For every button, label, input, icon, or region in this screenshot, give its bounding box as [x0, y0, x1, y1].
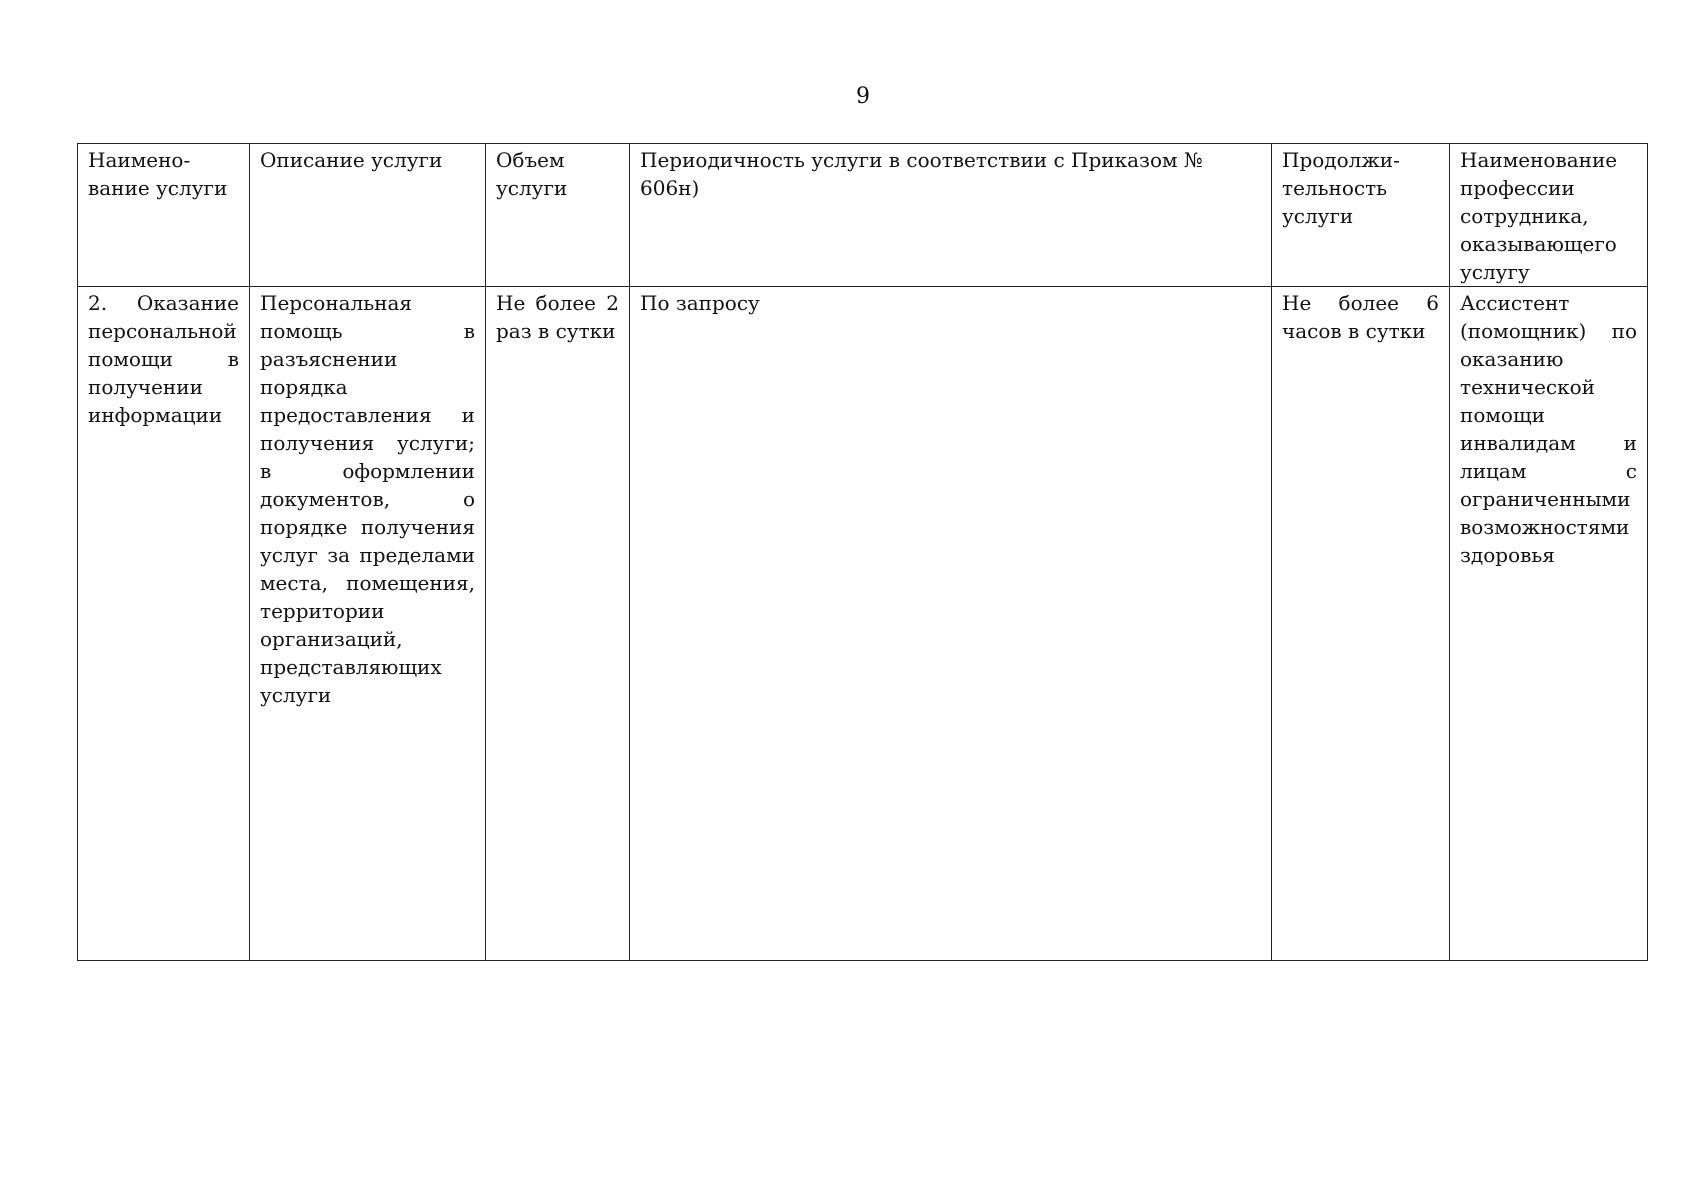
header-service-name: Наимено- вание услуги [78, 144, 250, 287]
cell-service-volume: Не более 2 раз в сутки [486, 287, 630, 961]
cell-service-duration: Не более 6 часов в сутки [1272, 287, 1450, 961]
header-staff-profession: Наименование профессии сотрудника, оказывающего услугу [1450, 144, 1648, 287]
header-service-periodicity: Периодичность услуги в соответствии с Приказом № 606н) [630, 144, 1272, 287]
cell-service-name: 2. Оказание персональной помощи в получении информации [78, 287, 250, 961]
header-service-description: Описание услуги [250, 144, 486, 287]
header-service-volume: Объем услуги [486, 144, 630, 287]
page-number: 9 [856, 84, 870, 109]
table-row [78, 287, 1648, 961]
table-header-row [78, 144, 1648, 287]
cell-staff-profession: Ассистент (помощник) по оказанию технической помощи инвалидам и лицам с ограниченными возможностями здоровья [1450, 287, 1648, 961]
cell-service-description: Персональная помощь в разъяснении порядка предоставления и получения услуги; в оформлении документов, о порядке получения услуг за пределами места, помещения, территории организаций, представляющих услуги [250, 287, 486, 961]
services-table [77, 143, 1648, 961]
header-service-duration: Продолжи- тельность услуги [1272, 144, 1450, 287]
cell-service-periodicity: По запросу [630, 287, 1272, 961]
